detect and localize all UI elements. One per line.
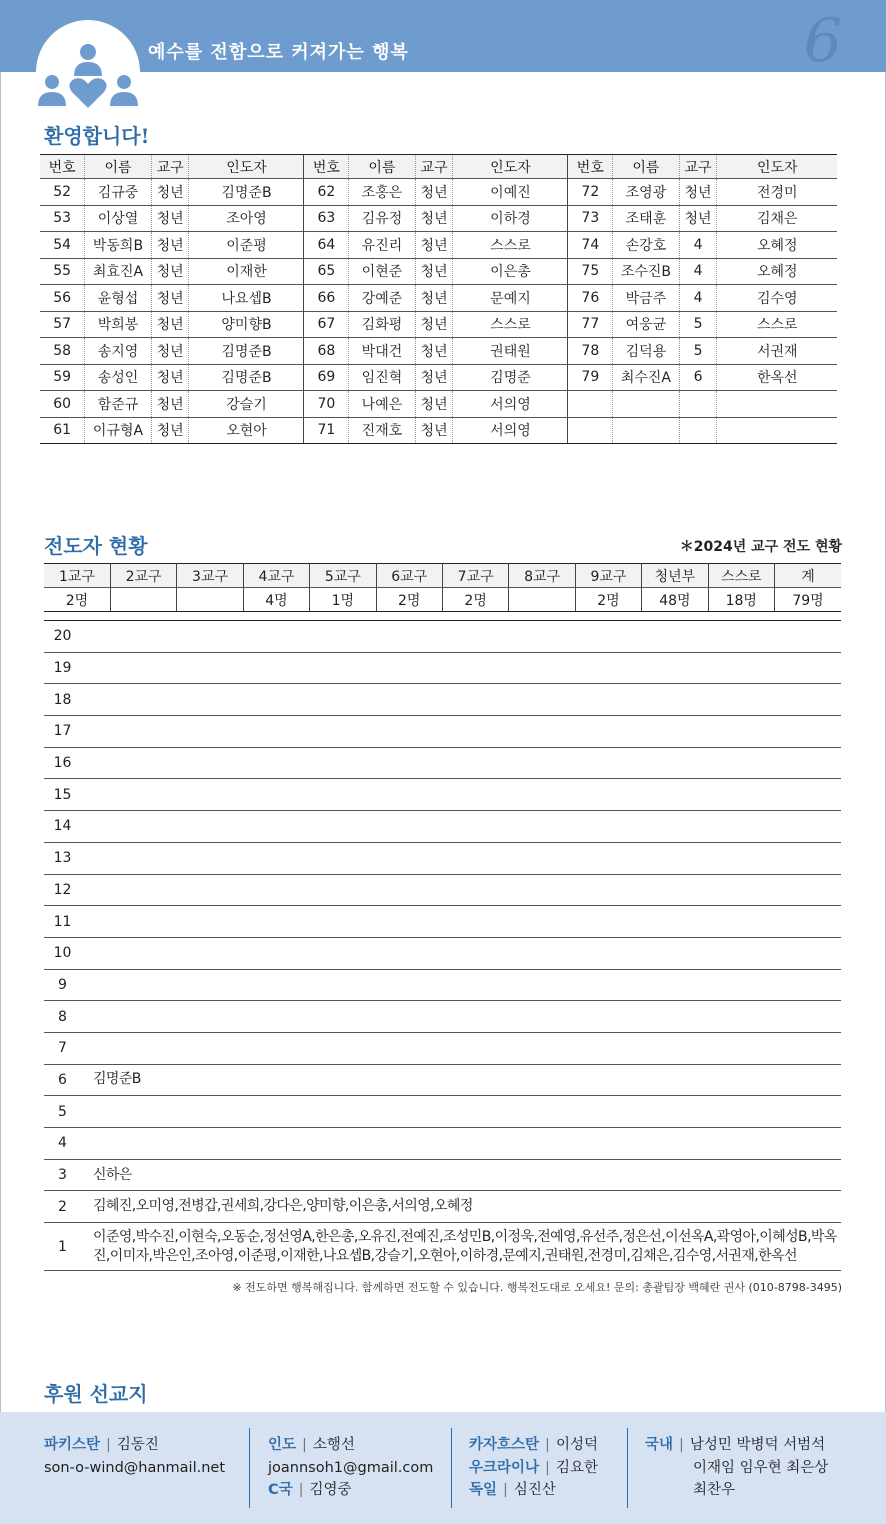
stats-column-header: 5교구 — [310, 564, 376, 588]
welcome-cell: 스스로 — [717, 311, 837, 338]
stats-value: 2명 — [575, 588, 641, 612]
stats-value: 1명 — [310, 588, 376, 612]
stats-table — [44, 563, 841, 612]
welcome-cell: 52 — [40, 179, 85, 206]
welcome-cell: 오현아 — [189, 417, 304, 444]
welcome-cell: 최수진A — [613, 364, 679, 391]
welcome-cell: 청년 — [415, 232, 453, 259]
welcome-cell: 전경미 — [717, 179, 837, 206]
stats-column-header: 7교구 — [442, 564, 508, 588]
welcome-cell: 최효진A — [85, 258, 151, 285]
rank-row — [44, 748, 841, 780]
welcome-cell: 청년 — [679, 205, 717, 232]
welcome-row — [40, 391, 837, 418]
welcome-cell: 함준규 — [85, 391, 151, 418]
welcome-cell: 이하경 — [453, 205, 568, 232]
welcome-column-header: 이름 — [349, 155, 415, 179]
welcome-cell: 나요셉B — [189, 285, 304, 312]
stats-value: 2명 — [44, 588, 110, 612]
welcome-cell: 6 — [679, 364, 717, 391]
welcome-cell: 65 — [304, 258, 349, 285]
welcome-row — [40, 179, 837, 206]
rank-count: 18 — [53, 691, 72, 708]
rank-count: 5 — [58, 1103, 67, 1120]
country-pakistan: 파키스탄 — [44, 1437, 101, 1453]
rank-row — [44, 684, 841, 716]
missionaries-domestic-3: 최찬우 — [693, 1482, 736, 1498]
welcome-cell — [613, 391, 679, 418]
welcome-cell: 57 — [40, 311, 85, 338]
rank-count: 1 — [58, 1238, 67, 1255]
rank-count: 20 — [53, 628, 72, 645]
welcome-column-header: 인도자 — [453, 155, 568, 179]
rank-row — [44, 1191, 841, 1223]
rank-row — [44, 938, 841, 970]
welcome-cell: 김수영 — [717, 285, 837, 312]
stats-value: 48명 — [642, 588, 708, 612]
welcome-cell: 박희봉 — [85, 311, 151, 338]
rank-count: 2 — [58, 1198, 67, 1215]
welcome-column-header: 교구 — [151, 155, 189, 179]
rank-count: 19 — [53, 660, 72, 677]
welcome-cell: 59 — [40, 364, 85, 391]
welcome-cell: 청년 — [151, 205, 189, 232]
welcome-column-header: 교구 — [679, 155, 717, 179]
welcome-cell: 청년 — [415, 391, 453, 418]
stats-column-header: 9교구 — [575, 564, 641, 588]
welcome-row — [40, 338, 837, 365]
stats-column-header: 2교구 — [110, 564, 176, 588]
stats-value — [177, 588, 243, 612]
welcome-cell: 나예은 — [349, 391, 415, 418]
welcome-cell — [717, 391, 837, 418]
rank-row — [44, 1096, 841, 1128]
welcome-cell: 74 — [568, 232, 613, 259]
missionary-germany: 심진산 — [513, 1482, 556, 1498]
welcome-cell: 이상열 — [85, 205, 151, 232]
stats-column-header: 계 — [774, 564, 841, 588]
welcome-cell: 청년 — [151, 391, 189, 418]
stats-value: 18명 — [708, 588, 774, 612]
welcome-column-header: 번호 — [568, 155, 613, 179]
mission-col-4: 국내 | 남성민 박병덕 서범석 이재임 임우현 최은상 최찬우 — [645, 1434, 828, 1502]
rank-count: 8 — [58, 1008, 67, 1025]
welcome-cell: 김유정 — [349, 205, 415, 232]
welcome-column-header: 이름 — [85, 155, 151, 179]
welcome-cell: 64 — [304, 232, 349, 259]
missionary-c: 김영중 — [309, 1482, 352, 1498]
page-number: 6 — [803, 6, 842, 76]
welcome-column-header: 번호 — [40, 155, 85, 179]
welcome-row — [40, 205, 837, 232]
rank-row — [44, 875, 841, 907]
welcome-cell: 김채은 — [717, 205, 837, 232]
rank-names: 이준영,박수진,이현숙,오동순,정선영A,한은총,오유진,전예진,조성민B,이정욱,전예영,유선주,정은선,이선옥A,곽영아,이혜성B,박옥진,이미자,박은인,조아영,이준평,이재한,나요셉B,강슬기,오현아,이하경,문예지,권태원,전경미,김채은,김수영,서권재,한옥선 — [93, 1228, 837, 1264]
stats-column-header: 6교구 — [376, 564, 442, 588]
welcome-cell: 청년 — [415, 364, 453, 391]
welcome-column-header: 이름 — [613, 155, 679, 179]
welcome-cell: 청년 — [415, 338, 453, 365]
rank-count: 13 — [53, 850, 72, 867]
welcome-cell: 양미향B — [189, 311, 304, 338]
missions-title: 후원 선교지 — [44, 1382, 148, 1406]
welcome-cell: 송성인 — [85, 364, 151, 391]
welcome-cell: 조홍은 — [349, 179, 415, 206]
welcome-cell: 윤형섭 — [85, 285, 151, 312]
rank-count: 7 — [58, 1040, 67, 1057]
welcome-cell: 4 — [679, 285, 717, 312]
welcome-cell: 58 — [40, 338, 85, 365]
evangelists-title: 전도자 현황 — [44, 534, 148, 558]
welcome-header-row — [40, 155, 837, 179]
welcome-cell — [568, 417, 613, 444]
rank-count: 12 — [53, 881, 72, 898]
welcome-cell: 55 — [40, 258, 85, 285]
welcome-cell: 김명준B — [189, 364, 304, 391]
welcome-cell — [613, 417, 679, 444]
welcome-cell: 김명준 — [453, 364, 568, 391]
welcome-cell: 63 — [304, 205, 349, 232]
country-germany: 독일 — [469, 1482, 498, 1498]
welcome-column-header: 번호 — [304, 155, 349, 179]
welcome-cell: 73 — [568, 205, 613, 232]
email-india: joannsoh1@gmail.com — [268, 1459, 434, 1476]
rank-row — [44, 906, 841, 938]
welcome-cell: 진재호 — [349, 417, 415, 444]
welcome-cell: 4 — [679, 232, 717, 259]
rank-count: 16 — [53, 755, 72, 772]
missionary-pakistan: 김동진 — [116, 1437, 159, 1453]
welcome-cell: 조수진B — [613, 258, 679, 285]
rank-row — [44, 970, 841, 1002]
rank-row — [44, 653, 841, 685]
stats-value: 2명 — [376, 588, 442, 612]
welcome-cell: 한옥선 — [717, 364, 837, 391]
stats-note: ＊2024년 교구 전도 현황 — [679, 539, 842, 555]
rank-row — [44, 716, 841, 748]
divider — [627, 1428, 628, 1508]
welcome-cell: 김덕용 — [613, 338, 679, 365]
welcome-cell: 청년 — [151, 417, 189, 444]
welcome-cell: 54 — [40, 232, 85, 259]
country-c: C국 — [268, 1482, 293, 1498]
welcome-cell: 청년 — [415, 285, 453, 312]
rank-count: 14 — [53, 818, 72, 835]
welcome-cell — [679, 391, 717, 418]
divider — [249, 1428, 250, 1508]
rank-row — [44, 811, 841, 843]
rank-names: 김혜진,오미영,전병갑,권세희,강다은,양미향,이은총,서의영,오혜정 — [93, 1198, 473, 1215]
welcome-cell: 송지영 — [85, 338, 151, 365]
country-ukraine: 우크라이나 — [469, 1459, 540, 1476]
stats-column-header: 4교구 — [243, 564, 309, 588]
rank-names: 김명준B — [93, 1071, 141, 1088]
divider — [451, 1428, 452, 1508]
welcome-cell: 56 — [40, 285, 85, 312]
rank-row — [44, 1033, 841, 1065]
evangelist-ranking — [44, 620, 841, 1271]
rank-count: 11 — [53, 913, 72, 930]
missionaries-domestic-2: 이재임 임우현 최은상 — [693, 1459, 829, 1476]
footnote: ※ 전도하면 행복해집니다. 함께하면 전도할 수 있습니다. 행복전도대로 오세요! 문의: 총괄팀장 백혜란 권사 (010-8798-3495) — [232, 1281, 842, 1294]
welcome-cell: 김규중 — [85, 179, 151, 206]
missionary-kazakhstan: 이성덕 — [555, 1437, 598, 1453]
welcome-cell — [679, 417, 717, 444]
welcome-cell: 67 — [304, 311, 349, 338]
welcome-cell: 유진리 — [349, 232, 415, 259]
welcome-cell: 청년 — [415, 311, 453, 338]
missionary-india: 소행선 — [312, 1437, 355, 1453]
people-heart-icon — [36, 38, 140, 112]
welcome-cell: 이규형A — [85, 417, 151, 444]
rank-row — [44, 1065, 841, 1097]
welcome-cell: 청년 — [679, 179, 717, 206]
stats-column-header: 3교구 — [177, 564, 243, 588]
welcome-cell: 임진혁 — [349, 364, 415, 391]
rank-count: 6 — [58, 1071, 67, 1088]
welcome-cell: 69 — [304, 364, 349, 391]
missionary-ukraine: 김요한 — [555, 1459, 598, 1476]
welcome-cell: 김명준B — [189, 338, 304, 365]
welcome-cell: 이재한 — [189, 258, 304, 285]
welcome-cell — [717, 417, 837, 444]
welcome-cell: 71 — [304, 417, 349, 444]
welcome-cell: 이은총 — [453, 258, 568, 285]
welcome-row — [40, 258, 837, 285]
email-pakistan: son-o-wind@hanmail.net — [44, 1459, 226, 1476]
missionaries-domestic-1: 남성민 박병덕 서범석 — [689, 1437, 826, 1453]
stats-value: 4명 — [243, 588, 309, 612]
welcome-cell: 여웅균 — [613, 311, 679, 338]
welcome-cell: 이예진 — [453, 179, 568, 206]
welcome-cell: 강슬기 — [189, 391, 304, 418]
mission-col-1: 파키스탄 | 김동진 son-o-wind@hanmail.net — [44, 1434, 225, 1479]
welcome-cell: 청년 — [415, 258, 453, 285]
rank-row — [44, 1160, 841, 1192]
stats-value: 79명 — [774, 588, 841, 612]
welcome-row — [40, 311, 837, 338]
welcome-cell: 이준평 — [189, 232, 304, 259]
stats-column-header: 8교구 — [509, 564, 575, 588]
welcome-cell: 66 — [304, 285, 349, 312]
welcome-cell: 5 — [679, 311, 717, 338]
welcome-column-header: 인도자 — [717, 155, 837, 179]
stats-column-header: 1교구 — [44, 564, 110, 588]
mission-col-3: 카자흐스탄 | 이성덕 우크라이나 | 김요한 독일 | 심진산 — [469, 1437, 598, 1498]
welcome-cell: 김화평 — [349, 311, 415, 338]
welcome-cell: 박금주 — [613, 285, 679, 312]
rank-row — [44, 621, 841, 653]
rank-count: 4 — [58, 1135, 67, 1152]
welcome-cell: 권태원 — [453, 338, 568, 365]
rank-row — [44, 779, 841, 811]
rank-count: 15 — [53, 786, 72, 803]
rank-row — [44, 843, 841, 875]
welcome-cell: 박동희B — [85, 232, 151, 259]
welcome-cell: 청년 — [415, 179, 453, 206]
welcome-cell: 청년 — [151, 285, 189, 312]
stats-value-row — [44, 588, 841, 612]
welcome-cell: 강예준 — [349, 285, 415, 312]
welcome-cell: 청년 — [151, 311, 189, 338]
welcome-cell: 79 — [568, 364, 613, 391]
welcome-cell: 조아영 — [189, 205, 304, 232]
welcome-cell: 5 — [679, 338, 717, 365]
welcome-cell: 4 — [679, 258, 717, 285]
welcome-cell: 53 — [40, 205, 85, 232]
welcome-cell: 청년 — [151, 364, 189, 391]
welcome-cell: 서권재 — [717, 338, 837, 365]
welcome-cell: 72 — [568, 179, 613, 206]
welcome-cell: 오혜정 — [717, 232, 837, 259]
welcome-cell: 75 — [568, 258, 613, 285]
stats-column-header: 청년부 — [642, 564, 708, 588]
country-domestic: 국내 — [645, 1437, 674, 1453]
welcome-cell: 62 — [304, 179, 349, 206]
welcome-title: 환영합니다! — [44, 124, 150, 148]
mission-col-2: 인도 | 소행선 joannsoh1@gmail.com C국 | 김영중 — [268, 1437, 434, 1498]
rank-count: 3 — [58, 1167, 67, 1184]
welcome-cell: 70 — [304, 391, 349, 418]
rank-names: 신하은 — [93, 1166, 132, 1183]
rank-count: 17 — [53, 723, 72, 740]
welcome-cell: 손강호 — [613, 232, 679, 259]
welcome-row — [40, 232, 837, 259]
welcome-row — [40, 285, 837, 312]
stats-column-header: 스스로 — [708, 564, 774, 588]
welcome-cell: 조태훈 — [613, 205, 679, 232]
welcome-cell: 스스로 — [453, 232, 568, 259]
welcome-cell: 76 — [568, 285, 613, 312]
rank-row — [44, 1001, 841, 1033]
welcome-cell: 이현준 — [349, 258, 415, 285]
welcome-cell: 78 — [568, 338, 613, 365]
header-title: 예수를 전함으로 커져가는 행복 — [148, 42, 409, 63]
welcome-cell: 오혜정 — [717, 258, 837, 285]
welcome-cell: 서의영 — [453, 417, 568, 444]
welcome-column-header: 인도자 — [189, 155, 304, 179]
welcome-cell: 박대건 — [349, 338, 415, 365]
rank-row — [44, 1223, 841, 1271]
welcome-row — [40, 364, 837, 391]
welcome-cell: 조영광 — [613, 179, 679, 206]
welcome-cell: 68 — [304, 338, 349, 365]
rank-row — [44, 1128, 841, 1160]
welcome-cell: 77 — [568, 311, 613, 338]
stats-header-row — [44, 564, 841, 588]
welcome-cell: 60 — [40, 391, 85, 418]
welcome-cell: 청년 — [415, 417, 453, 444]
welcome-cell: 서의영 — [453, 391, 568, 418]
welcome-row — [40, 417, 837, 444]
welcome-cell: 청년 — [415, 205, 453, 232]
welcome-cell: 청년 — [151, 179, 189, 206]
welcome-cell: 문예지 — [453, 285, 568, 312]
welcome-cell: 청년 — [151, 338, 189, 365]
welcome-table — [40, 154, 837, 444]
rank-count: 9 — [58, 976, 67, 993]
rank-count: 10 — [53, 945, 72, 962]
stats-value — [110, 588, 176, 612]
stats-value: 2명 — [442, 588, 508, 612]
welcome-cell: 청년 — [151, 232, 189, 259]
welcome-cell: 61 — [40, 417, 85, 444]
welcome-cell: 스스로 — [453, 311, 568, 338]
welcome-cell: 청년 — [151, 258, 189, 285]
country-india: 인도 — [268, 1437, 297, 1453]
welcome-cell: 김명준B — [189, 179, 304, 206]
welcome-column-header: 교구 — [415, 155, 453, 179]
welcome-cell — [568, 391, 613, 418]
country-kazakhstan: 카자흐스탄 — [469, 1437, 540, 1453]
stats-value — [509, 588, 575, 612]
